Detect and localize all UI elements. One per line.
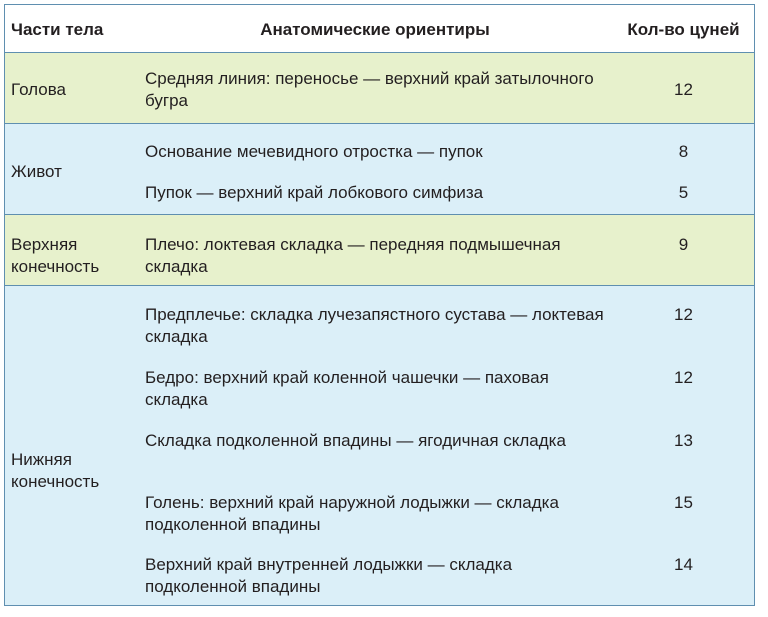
count-cell: 5 [678,183,689,202]
body-part-cell: Живот [11,162,62,181]
table-row [5,286,754,605]
landmark-cell: Основание мечевидного отростка — пупок [145,142,483,161]
count-cell: 9 [678,235,689,254]
landmark-cell: Складка подколенной впадины — ягодичная складка [145,431,566,450]
table-header [5,5,754,53]
landmark-cell: Средняя линия: переносье — верхний край затылочного бугра [145,69,594,110]
landmark-cell: Плечо: локтевая складка — передняя подмышечная складка [145,235,561,276]
landmark-cell: Бедро: верхний край коленной чашечки — паховая складка [145,368,549,409]
body-part-cell: Нижняя конечность [11,450,100,491]
header-body-parts: Части тела [11,20,104,39]
count-cell: 13 [674,431,693,450]
count-cell: 12 [674,80,693,99]
landmark-cell: Голень: верхний край наружной лодыжки — складка подколенной впадины [145,493,559,534]
body-part-cell: Верхняя конечность [11,235,100,276]
count-cell: 8 [678,142,689,161]
table-row [5,215,754,286]
landmark-cell: Предплечье: складка лучезапястного сустава — локтевая складка [145,305,604,346]
count-cell: 12 [674,368,693,387]
table-row [5,124,754,215]
landmark-cell: Пупок — верхний край лобкового симфиза [145,183,484,202]
count-cell: 15 [674,493,693,512]
header-count: Кол-во цуней [627,20,740,39]
header-landmarks: Анатомические ориентиры [260,20,490,39]
landmark-cell: Верхний край внутренней лодыжки — складка подколенной впадины [145,555,513,596]
count-cell: 14 [674,555,693,574]
anatomy-table [4,4,755,606]
table-row [5,53,754,124]
count-cell: 12 [674,305,693,324]
body-part-cell: Голова [11,80,67,99]
